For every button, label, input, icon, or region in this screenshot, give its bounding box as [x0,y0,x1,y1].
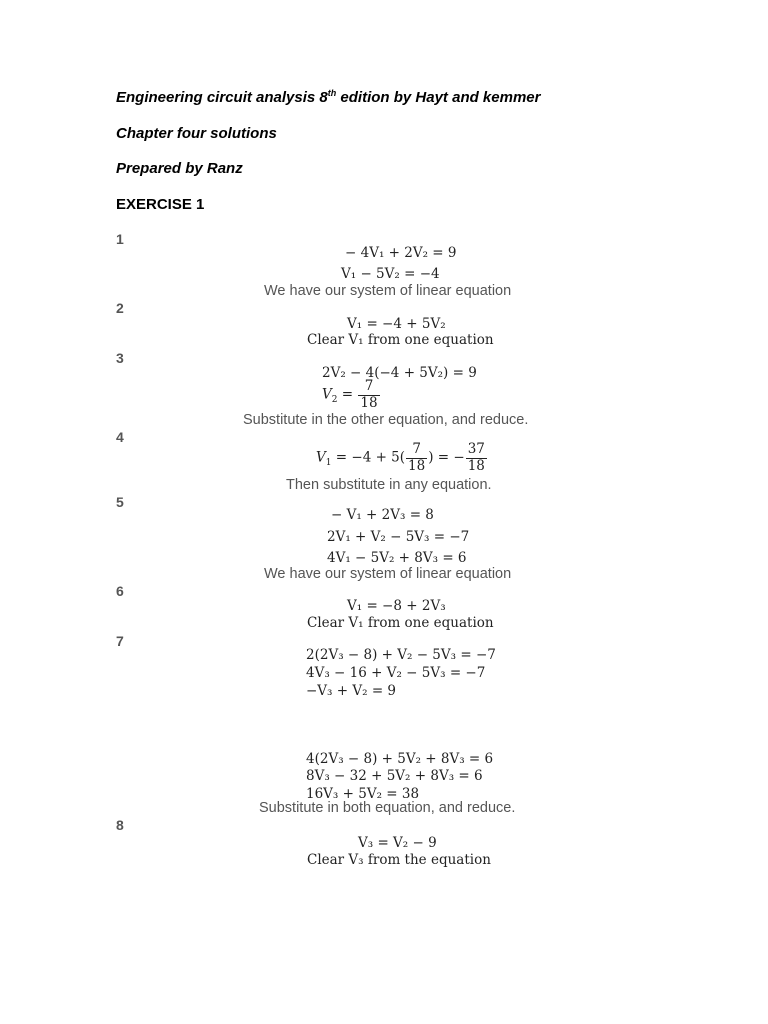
equation-fraction: $V_2$ = $\frac{7}{18}$ [322,378,378,411]
equation: 2(2V₃ − 8) + V₂ − 5V₃ = −7 [306,647,496,663]
equation-caption: Clear V₁ from one equation [307,615,494,631]
equation-caption: Clear V₃ from the equation [307,852,491,868]
step-caption: We have our system of linear equation [264,566,512,582]
author-line: Prepared by Ranz [116,160,243,177]
equation: −V₃ + V₂ = 9 [306,683,397,699]
step-number: 5 [116,494,124,510]
equation: 2V₂ − 4(−4 + 5V₂) = 9 [322,365,477,381]
equation: V₁ − 5V₂ = −4 [341,266,440,282]
fraction: $\frac{7}{18}$ [360,378,378,411]
equation: 4(2V₃ − 8) + 5V₂ + 8V₃ = 6 [306,751,494,767]
fraction: $\frac{37}{18}$ [467,441,485,474]
equation: 4V₃ − 16 + V₂ − 5V₃ = −7 [306,665,486,681]
step-caption: Substitute in both equation, and reduce. [259,800,516,816]
equation: V₁ = −8 + 2V₃ [347,598,446,614]
equation: 4V₁ − 5V₂ + 8V₃ = 6 [327,550,467,566]
step-number: 6 [116,583,124,599]
equation-caption: Clear V₁ from one equation [307,332,494,348]
chapter-subtitle: Chapter four solutions [116,125,277,142]
equation: 16V₃ + 5V₂ = 38 [306,786,420,802]
step-number: 4 [116,429,124,445]
fraction: $\frac{7}{18}$ [408,441,426,474]
step-caption: We have our system of linear equation [264,283,512,299]
equation: − V₁ + 2V₃ = 8 [331,507,434,523]
title-rest: edition by Hayt and kemmer [336,89,541,106]
exercise-heading: EXERCISE 1 [116,196,205,213]
equation: 2V₁ + V₂ − 5V₃ = −7 [327,529,470,545]
step-number: 7 [116,633,124,649]
step-number: 1 [116,231,124,247]
equation: V₁ = −4 + 5V₂ [347,316,446,332]
equation: − 4V₁ + 2V₂ = 9 [345,245,457,261]
title-main: Engineering circuit analysis 8 [116,89,328,106]
step-number: 3 [116,350,124,366]
title-superscript: th [327,88,337,98]
equation: V₃ = V₂ − 9 [358,835,437,851]
step-number: 8 [116,817,124,833]
equation: 8V₃ − 32 + 5V₂ + 8V₃ = 6 [306,768,483,784]
step-caption: Then substitute in any equation. [286,477,492,493]
step-number: 2 [116,300,124,316]
equation-fraction: $V_1 = -4 + 5$( $\frac{7}{18}$ ) = − $\frac{37}{18}$ [316,441,485,474]
document-title [116,88,540,106]
step-caption: Substitute in the other equation, and reduce. [243,412,529,428]
